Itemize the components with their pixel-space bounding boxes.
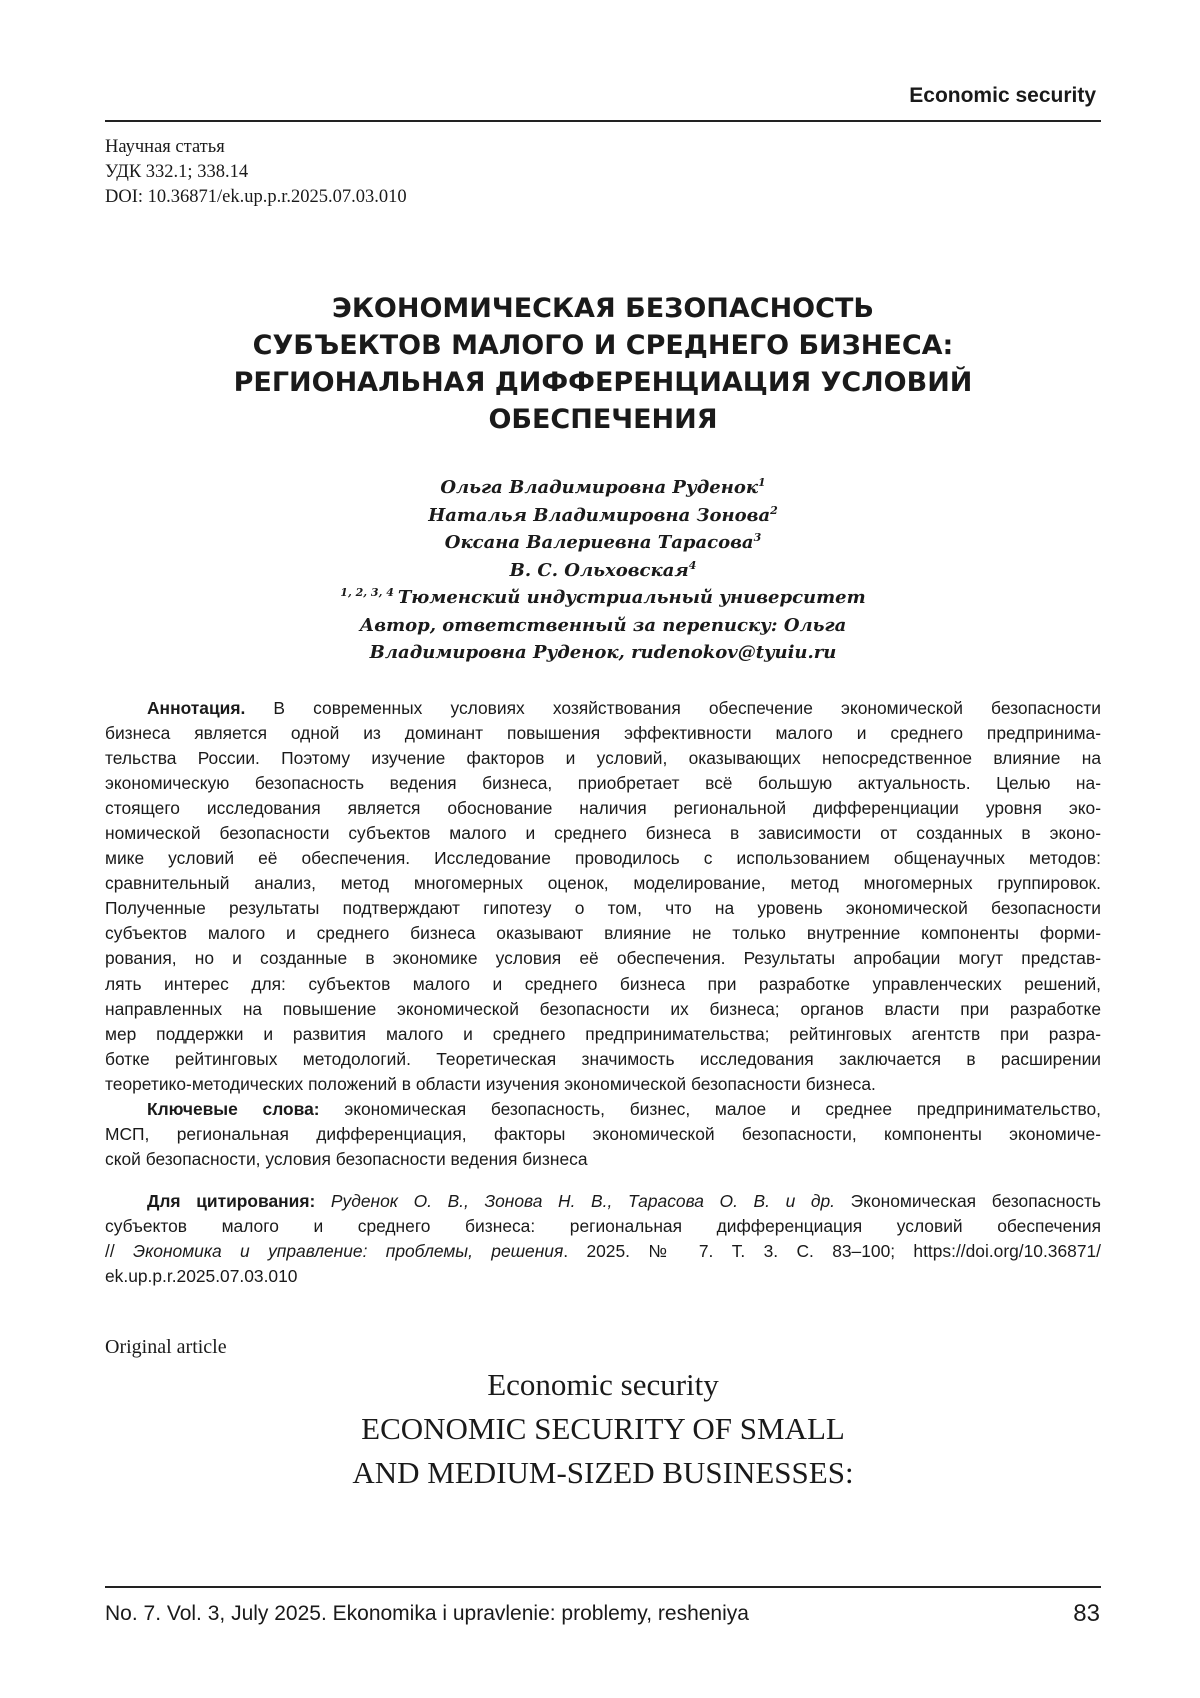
- abstract-label: Аннотация.: [147, 698, 246, 718]
- english-title-line: AND MEDIUM-SIZED BUSINESSES:: [352, 1455, 854, 1490]
- author-sup: 3: [753, 531, 762, 544]
- affiliation-sup: 1, 2, 3, 4: [340, 586, 394, 599]
- title-line: ЭКОНОМИЧЕСКАЯ БЕЗОПАСНОСТЬ: [332, 293, 874, 324]
- author-line: [105, 502, 1101, 530]
- abstract-line: мер поддержки и развития малого и среднего предпринимательства; рейтинговых агентств при разра-: [105, 1023, 1101, 1044]
- author-sup: 2: [770, 503, 778, 517]
- title-line: СУБЪЕКТОВ МАЛОГО И СРЕДНЕГО БИЗНЕСА:: [252, 330, 954, 361]
- abstract-line: направленных на повышение экономической безопасности их бизнеса; органов власти при разработке: [105, 998, 1101, 1019]
- citation-line: // Экономика и управление: проблемы, решения. 2025. № 7. Т. 3. С. 83–100; https://doi.org/10.36871/: [105, 1241, 1101, 1262]
- running-head: Economic security: [909, 84, 1096, 107]
- keywords-line: ской безопасности, условия безопасности ведения бизнеса: [105, 1148, 588, 1169]
- author-name: Ольга Владимировна Руденок: [440, 477, 759, 498]
- authors-block: [105, 474, 1101, 667]
- abstract-line: мике условий её обеспечения. Исследование проводилось с использованием общенаучных методов:: [105, 848, 1101, 869]
- abstract-line: теоретико-методических положений в области изучения экономической безопасности бизнеса.: [105, 1073, 876, 1094]
- correspondence-line: Автор, ответственный за переписку: Ольга: [359, 614, 847, 636]
- author-line: [105, 474, 1101, 502]
- affiliation-name: Тюменский индустриальный университет: [397, 587, 866, 608]
- english-title-line: ECONOMIC SECURITY OF SMALL: [361, 1411, 845, 1446]
- citation-journal: Экономика и управление: проблемы, решения: [133, 1241, 564, 1262]
- english-article-type: Original article: [105, 1336, 227, 1358]
- author-name: Наталья Владимировна Зонова: [428, 504, 771, 526]
- article-title: [105, 290, 1101, 438]
- header-rule: [105, 120, 1101, 122]
- abstract-line: номической безопасности субъектов малого и среднего бизнеса в зависимости от созданных в эконо-: [105, 823, 1101, 844]
- author-sup: 1: [758, 476, 766, 489]
- abstract-line: ботке рейтинговых методологий. Теоретическая значимость исследования заключается в расширении: [105, 1048, 1101, 1069]
- citation-line: субъектов малого и среднего бизнеса: региональная дифференциация условий обеспечения: [105, 1216, 1101, 1237]
- abstract-line: бизнеса является одной из доминант повышения эффективности малого и среднего предпринима-: [105, 723, 1101, 744]
- keywords-line: МСП, региональная дифференциация, факторы экономической безопасности, компоненты экономиче-: [105, 1123, 1101, 1144]
- author-line: [105, 529, 1101, 557]
- abstract-line: Аннотация. В современных условиях хозяйствования обеспечение экономической безопасности: [147, 698, 1101, 718]
- article-type: Научная статья: [105, 137, 225, 157]
- affiliation: [105, 584, 1101, 612]
- author-line: [105, 557, 1101, 585]
- keywords-line: Ключевые слова: экономическая безопасность, бизнес, малое и среднее предпринимательство,: [147, 1098, 1101, 1119]
- keywords-label: Ключевые слова:: [147, 1098, 320, 1119]
- page-number: 83: [1073, 1600, 1100, 1627]
- abstract-line: Полученные результаты подтверждают гипотезу о том, что на уровень экономической безопасности: [105, 898, 1101, 919]
- author-name: В. С. Ольховская: [509, 559, 689, 581]
- article-meta: [105, 135, 805, 210]
- footer-rule: [105, 1586, 1101, 1588]
- abstract-line: экономическую безопасность ведения бизнеса, приобретает всё большую актуальность. Целью на-: [105, 773, 1101, 794]
- author-sup: 4: [688, 558, 697, 572]
- english-section: Economic security: [487, 1367, 719, 1402]
- correspondence-line: Владимировна Руденок, rudenokov@tyuiu.ru: [369, 642, 837, 663]
- abstract-line: рования, но и созданные в экономике условия её обеспечения. Результаты апробации могут представ-: [105, 948, 1101, 969]
- citation-line: Для цитирования: Руденок О. В., Зонова Н. В., Тарасова О. В. и др. Экономическая безопасность: [147, 1191, 1101, 1211]
- english-title-block: [105, 1363, 1101, 1495]
- abstract: [105, 696, 1101, 1172]
- abstract-line: лять интерес для: субъектов малого и среднего бизнеса при разработке управленческих решений,: [105, 973, 1101, 994]
- doi: DOI: 10.36871/ek.up.p.r.2025.07.03.010: [105, 187, 407, 207]
- author-name: Оксана Валериевна Тарасова: [444, 532, 754, 553]
- title-line: ОБЕСПЕЧЕНИЯ: [488, 404, 718, 435]
- citation-label: Для цитирования:: [147, 1191, 316, 1211]
- footer-journal: No. 7. Vol. 3, July 2025. Ekonomika i upravlenie: problemy, resheniya: [105, 1602, 749, 1625]
- citation-block: [105, 1189, 1101, 1289]
- citation-authors: Руденок О. В., Зонова Н. В., Тарасова О. В. и др.: [315, 1191, 836, 1211]
- title-line: РЕГИОНАЛЬНАЯ ДИФФЕРЕНЦИАЦИЯ УСЛОВИЙ: [233, 367, 973, 398]
- abstract-line: тельства России. Поэтому изучение факторов и условий, оказывающих непосредственное влияние на: [105, 748, 1101, 769]
- citation-line: ek.up.p.r.2025.07.03.010: [105, 1266, 298, 1287]
- udc-code: УДК 332.1; 338.14: [105, 162, 249, 182]
- abstract-line: сравнительный анализ, метод многомерных оценок, моделирование, метод многомерных группировок.: [105, 873, 1101, 894]
- abstract-line: стоящего исследования является обоснование наличия региональной дифференциации уровня эко-: [105, 798, 1101, 819]
- abstract-line: субъектов малого и среднего бизнеса оказывают влияние не только внутренние компоненты форми-: [105, 923, 1101, 944]
